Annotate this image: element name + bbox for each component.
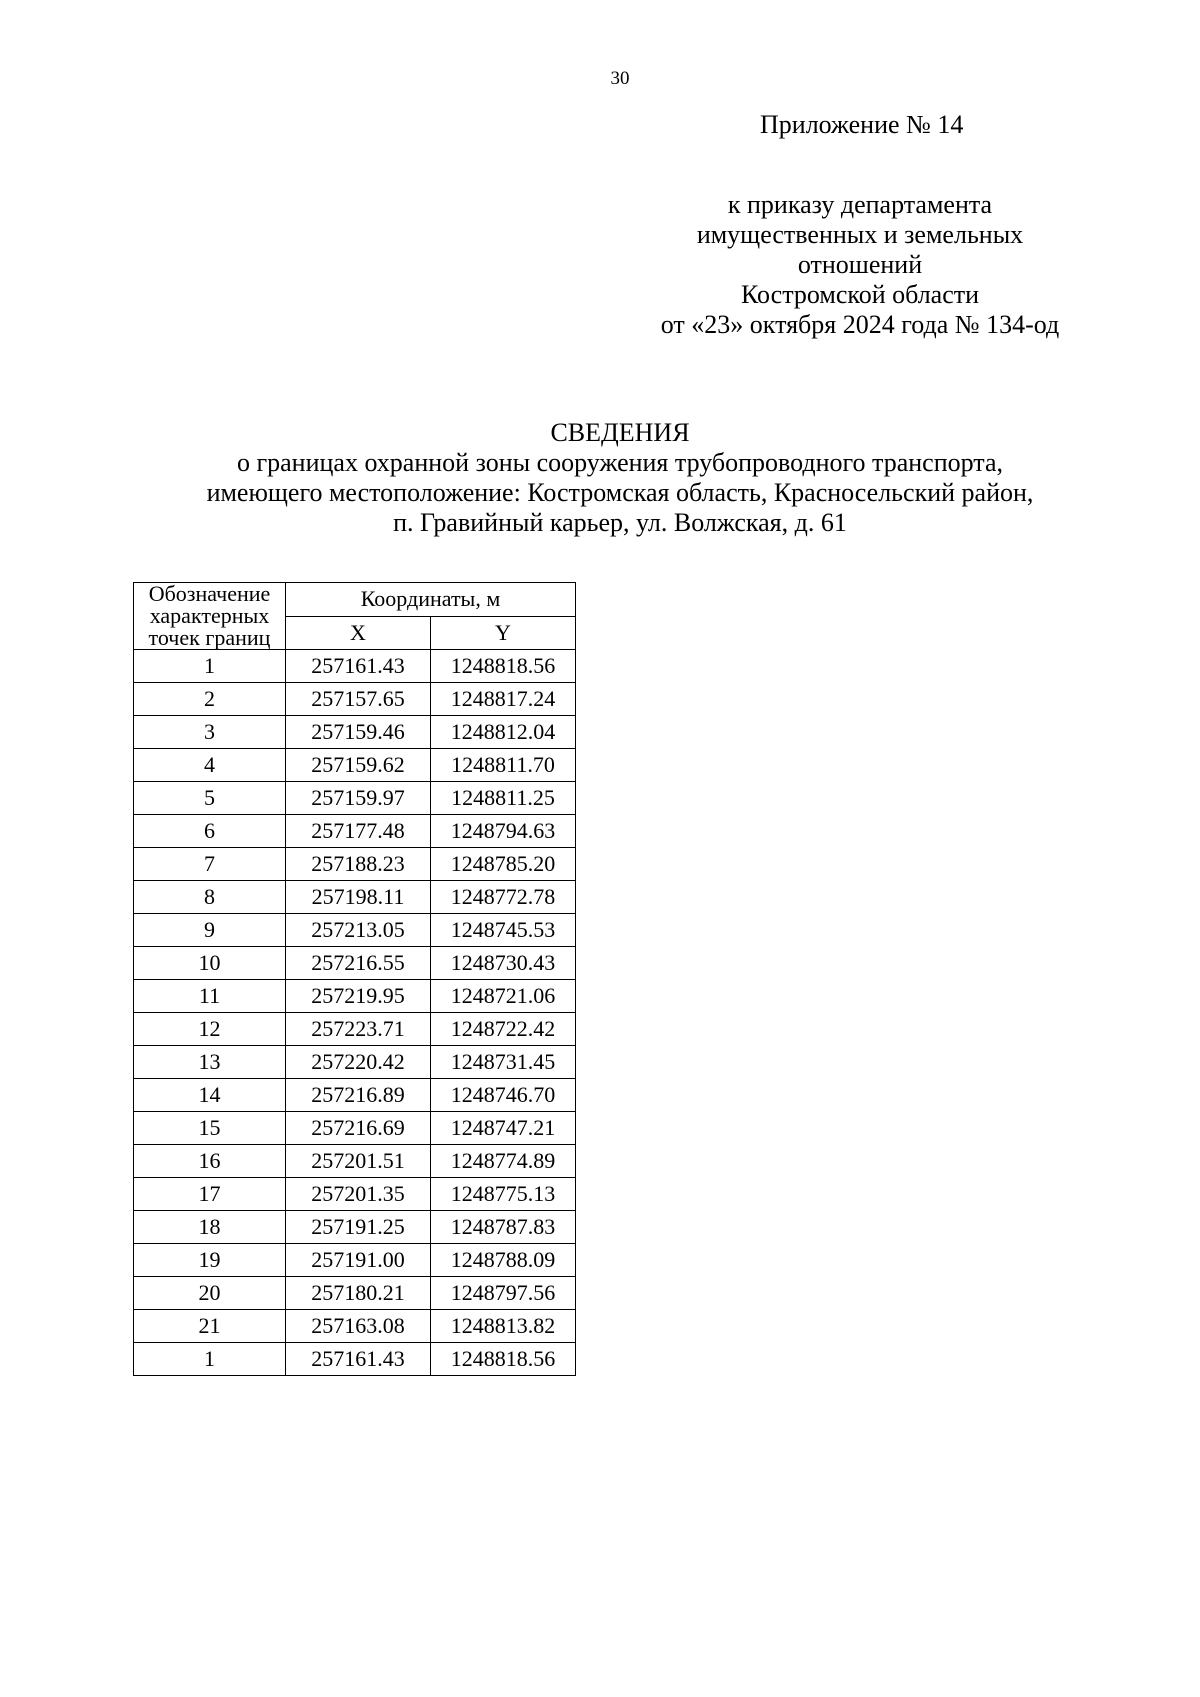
table-row [134, 1277, 576, 1310]
y-cell: 1248794.63 [431, 815, 576, 848]
y-cell: 1248787.83 [431, 1211, 576, 1244]
document-title: СВЕДЕНИЯ [550, 418, 690, 447]
annex-reference-line: к приказу департамента [727, 190, 993, 219]
y-cell: 1248745.53 [431, 914, 576, 947]
x-cell: 257188.23 [286, 848, 431, 881]
table-row [134, 1211, 576, 1244]
table-row [134, 1244, 576, 1277]
header-point-line: характерных [149, 603, 270, 628]
table-row [134, 1343, 576, 1376]
x-cell: 257161.43 [286, 650, 431, 683]
x-cell: 257159.97 [286, 782, 431, 815]
x-cell: 257157.65 [286, 683, 431, 716]
y-cell: 1248747.21 [431, 1112, 576, 1145]
header-point-line: точек границ [148, 625, 271, 650]
table-row [134, 782, 576, 815]
annex-reference-line: имущественных и земельных [696, 220, 1024, 249]
point-cell: 2 [134, 683, 286, 716]
annex-reference [620, 190, 1100, 340]
y-cell: 1248722.42 [431, 1013, 576, 1046]
annex-title: Приложение № 14 [760, 110, 964, 139]
point-cell: 6 [134, 815, 286, 848]
point-cell: 20 [134, 1277, 286, 1310]
point-cell: 9 [134, 914, 286, 947]
y-cell: 1248818.56 [431, 1343, 576, 1376]
y-cell: 1248772.78 [431, 881, 576, 914]
y-cell: 1248797.56 [431, 1277, 576, 1310]
x-cell: 257191.25 [286, 1211, 431, 1244]
x-cell: 257213.05 [286, 914, 431, 947]
annex-reference-line: Костромской области [740, 280, 980, 309]
y-cell: 1248731.45 [431, 1046, 576, 1079]
table-row [134, 1046, 576, 1079]
x-cell: 257201.35 [286, 1178, 431, 1211]
x-cell: 257223.71 [286, 1013, 431, 1046]
x-cell: 257159.62 [286, 749, 431, 782]
point-cell: 11 [134, 980, 286, 1013]
table-row [134, 650, 576, 683]
table-row [134, 1310, 576, 1343]
table-row [134, 848, 576, 881]
x-cell: 257201.51 [286, 1145, 431, 1178]
x-cell: 257216.69 [286, 1112, 431, 1145]
y-cell: 1248818.56 [431, 650, 576, 683]
y-cell: 1248817.24 [431, 683, 576, 716]
header-point-line: Обозначение [148, 581, 271, 606]
point-cell: 15 [134, 1112, 286, 1145]
x-cell: 257161.43 [286, 1343, 431, 1376]
table-row [134, 1013, 576, 1046]
x-cell: 257220.42 [286, 1046, 431, 1079]
x-cell: 257191.00 [286, 1244, 431, 1277]
header-point-designation [134, 583, 286, 650]
table-row [134, 683, 576, 716]
table-row [134, 1145, 576, 1178]
header-y: Y [431, 616, 576, 650]
point-cell: 13 [134, 1046, 286, 1079]
table-row [134, 815, 576, 848]
y-cell: 1248811.25 [431, 782, 576, 815]
point-cell: 8 [134, 881, 286, 914]
table-row [134, 1112, 576, 1145]
y-cell: 1248785.20 [431, 848, 576, 881]
header-coordinates: Координаты, м [286, 583, 576, 617]
y-cell: 1248774.89 [431, 1145, 576, 1178]
point-cell: 18 [134, 1211, 286, 1244]
x-cell: 257216.55 [286, 947, 431, 980]
y-cell: 1248788.09 [431, 1244, 576, 1277]
x-cell: 257159.46 [286, 716, 431, 749]
y-cell: 1248811.70 [431, 749, 576, 782]
header-x: X [286, 616, 431, 650]
y-cell: 1248813.82 [431, 1310, 576, 1343]
document-subtitle-line: о границах охранной зоны сооружения трубопроводного транспорта, [236, 448, 1004, 477]
x-cell: 257198.11 [286, 881, 431, 914]
annex-reference-line: от «23» октября 2024 года № 134-од [660, 310, 1060, 339]
y-cell: 1248721.06 [431, 980, 576, 1013]
x-cell: 257180.21 [286, 1277, 431, 1310]
point-cell: 17 [134, 1178, 286, 1211]
x-cell: 257177.48 [286, 815, 431, 848]
point-cell: 3 [134, 716, 286, 749]
point-cell: 12 [134, 1013, 286, 1046]
table-row [134, 749, 576, 782]
table-row [134, 881, 576, 914]
coordinates-table [133, 582, 576, 1376]
document-subtitle-line: п. Гравийный карьер, ул. Волжская, д. 61 [393, 508, 847, 537]
table-row [134, 947, 576, 980]
point-cell: 21 [134, 1310, 286, 1343]
point-cell: 4 [134, 749, 286, 782]
page-number: 30 [610, 68, 630, 89]
table-row [134, 716, 576, 749]
point-cell: 7 [134, 848, 286, 881]
y-cell: 1248775.13 [431, 1178, 576, 1211]
point-cell: 1 [134, 1343, 286, 1376]
x-cell: 257163.08 [286, 1310, 431, 1343]
point-cell: 16 [134, 1145, 286, 1178]
y-cell: 1248812.04 [431, 716, 576, 749]
table-row [134, 980, 576, 1013]
document-subtitle-line: имеющего местоположение: Костромская область, Красносельский район, [206, 478, 1034, 507]
point-cell: 1 [134, 650, 286, 683]
point-cell: 10 [134, 947, 286, 980]
y-cell: 1248746.70 [431, 1079, 576, 1112]
point-cell: 19 [134, 1244, 286, 1277]
table-row [134, 1178, 576, 1211]
x-cell: 257219.95 [286, 980, 431, 1013]
annex-reference-line: отношений [797, 250, 923, 279]
document-heading [100, 418, 1140, 538]
y-cell: 1248730.43 [431, 947, 576, 980]
table-row [134, 1079, 576, 1112]
point-cell: 14 [134, 1079, 286, 1112]
x-cell: 257216.89 [286, 1079, 431, 1112]
point-cell: 5 [134, 782, 286, 815]
table-row [134, 914, 576, 947]
